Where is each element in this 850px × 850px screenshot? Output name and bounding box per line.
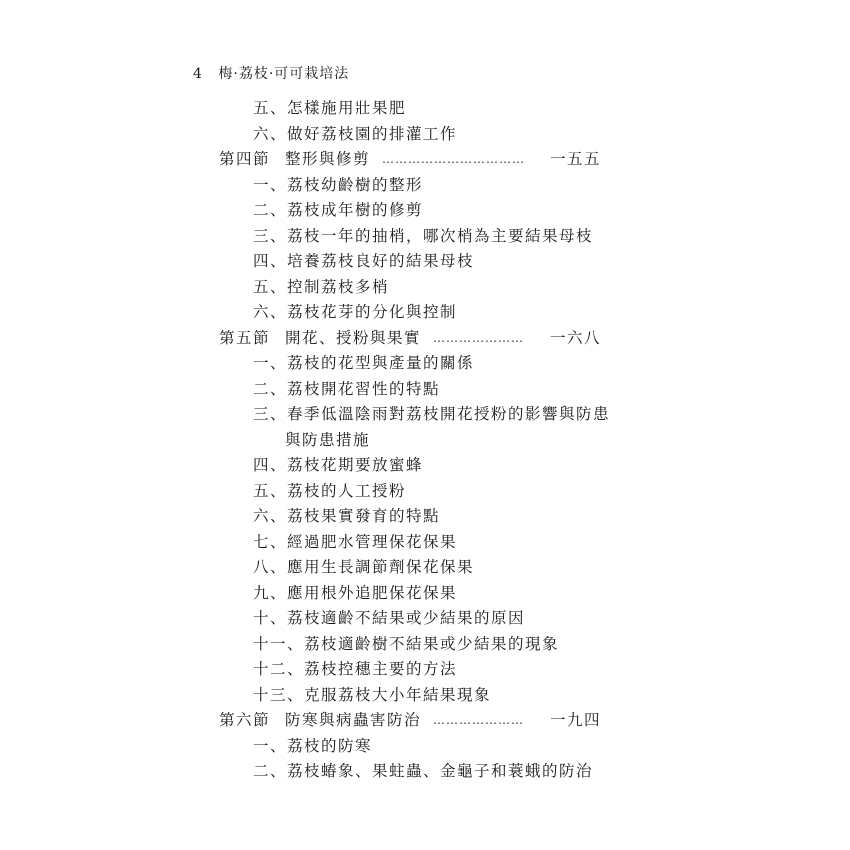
toc-item	[0, 122, 850, 148]
toc-item	[0, 683, 850, 709]
toc-item	[0, 275, 850, 301]
book-title: 梅·荔枝·可可栽培法	[218, 66, 350, 82]
toc-section	[0, 147, 850, 173]
toc-item-text: 二、荔枝蝽象、果蛀蟲、金龜子和蓑蛾的防治	[253, 762, 594, 780]
toc-item-text: 十、荔枝適齡不結果或少結果的原因	[253, 609, 526, 627]
toc-item-text: 七、經過肥水管理保花保果	[253, 532, 458, 551]
toc-item-text: 與防患措施	[285, 430, 371, 449]
page-number: 4	[193, 66, 203, 82]
toc-item-text: 四、培養荔枝良好的結果母枝	[253, 252, 475, 270]
toc-item-text: 一、荔枝的防寒	[253, 736, 373, 755]
toc-item	[0, 453, 850, 479]
toc-item	[0, 606, 850, 632]
toc-item-continuation	[0, 428, 850, 454]
toc-item	[0, 479, 850, 505]
toc-item-text: 五、怎樣施用壯果肥	[253, 99, 407, 117]
toc-section	[0, 326, 850, 352]
toc-item-text: 一、荔枝幼齡樹的整形	[253, 175, 424, 194]
toc-item	[0, 224, 850, 250]
dot-leader: …………………	[433, 330, 524, 345]
toc-item	[0, 734, 850, 760]
toc-item-text: 三、春季低溫陰雨對荔枝開花授粉的影響與防患	[253, 405, 611, 423]
section-title: 開花、授粉與果實	[285, 328, 422, 347]
toc-item-text: 四、荔枝花期要放蜜蜂	[253, 456, 424, 474]
toc-item-text: 三、荔枝一年的抽梢，哪次梢為主要結果母枝	[253, 226, 594, 245]
toc-item	[0, 402, 850, 428]
toc-item-text: 十三、克服荔枝大小年結果現象	[253, 685, 492, 704]
toc-item-text: 一、荔枝的花型與產量的關係	[253, 354, 475, 372]
toc-section	[0, 708, 850, 734]
section-page-number: 一九四	[550, 711, 602, 729]
toc-item	[0, 530, 850, 556]
section-number: 第四節	[219, 150, 271, 168]
section-title: 防寒與病蟲害防治	[285, 711, 422, 729]
section-page-number: 一六八	[550, 328, 602, 347]
toc-item	[0, 581, 850, 607]
toc-item	[0, 657, 850, 683]
toc-item	[0, 96, 850, 122]
toc-item	[0, 504, 850, 530]
toc-item	[0, 198, 850, 224]
toc-item-text: 五、控制荔枝多梢	[253, 277, 390, 296]
toc-item-text: 六、做好荔枝園的排灌工作	[253, 124, 458, 143]
toc-item	[0, 377, 850, 403]
toc-item	[0, 249, 850, 275]
toc-item	[0, 300, 850, 326]
toc-item	[0, 555, 850, 581]
dot-leader: …………………	[433, 713, 524, 727]
toc-item-text: 十二、荔枝控穗主要的方法	[253, 660, 458, 678]
page-header	[193, 64, 349, 84]
toc-item-text: 二、荔枝開花習性的特點	[253, 379, 441, 398]
toc-item	[0, 632, 850, 658]
section-page-number: 一五五	[550, 150, 602, 168]
dot-leader: ……………………………	[382, 152, 525, 166]
table-of-contents	[0, 96, 850, 785]
toc-item-text: 十一、荔枝適齡樹不結果或少結果的現象	[253, 634, 560, 653]
toc-item-text: 六、荔枝果實發育的特點	[253, 507, 441, 525]
toc-item-text: 五、荔枝的人工授粉	[253, 481, 407, 500]
section-number: 第五節	[219, 328, 271, 347]
toc-item	[0, 759, 850, 785]
section-title: 整形與修剪	[285, 150, 371, 168]
toc-item-text: 八、應用生長調節劑保花保果	[253, 558, 475, 576]
toc-item-text: 二、荔枝成年樹的修剪	[253, 201, 424, 219]
toc-item-text: 六、荔枝花芽的分化與控制	[253, 303, 458, 321]
toc-item-text: 九、應用根外追肥保花保果	[253, 583, 458, 602]
section-number: 第六節	[219, 711, 271, 729]
toc-item	[0, 351, 850, 377]
toc-item	[0, 173, 850, 199]
